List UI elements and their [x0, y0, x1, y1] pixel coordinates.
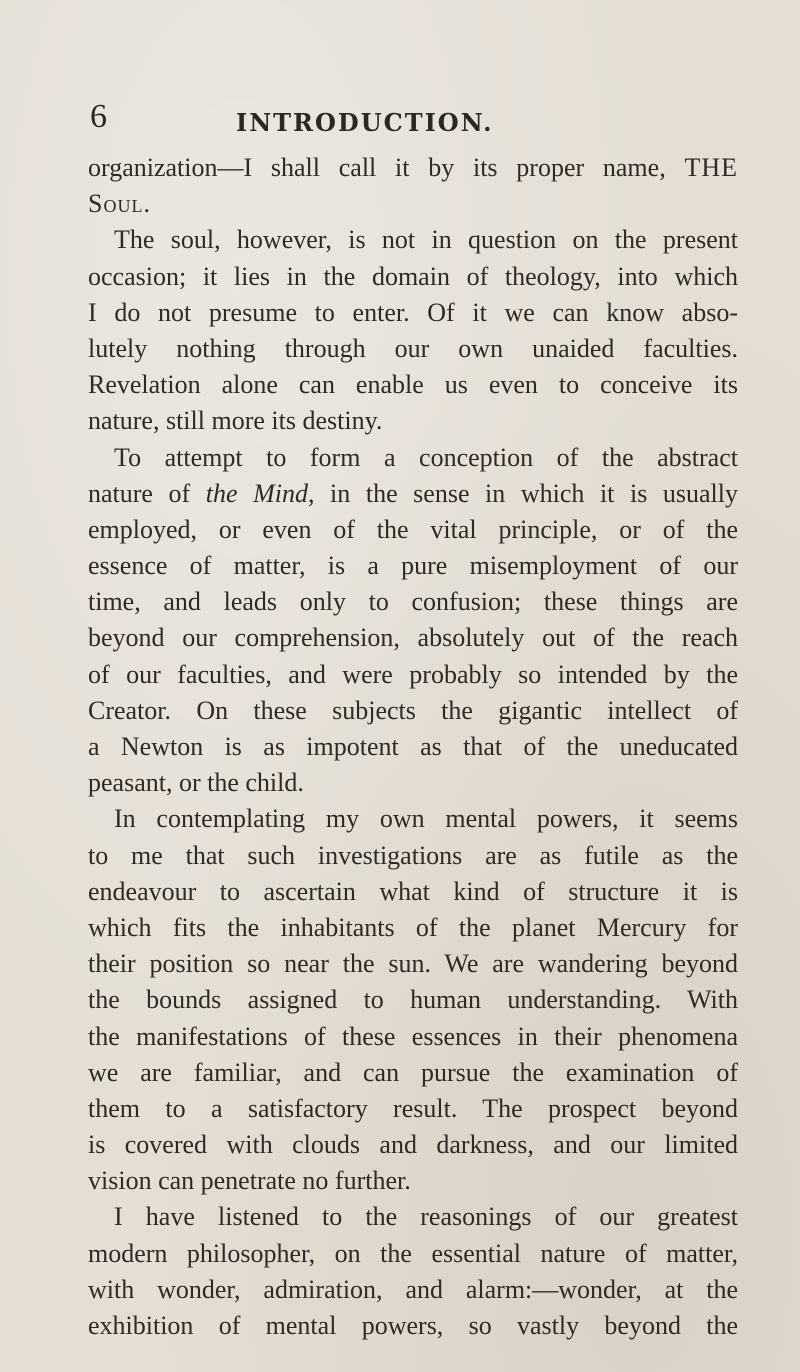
text-line: peasant, or the child. — [88, 768, 304, 798]
text-line: to me that such investigations are as futile as the — [88, 840, 738, 870]
text-line: vision can penetrate no further. — [88, 1166, 411, 1196]
text-line: Revelation alone can enable us even to conceive its — [88, 370, 738, 400]
text-line: organization—I shall call it by its proper name, THE — [88, 153, 738, 182]
text-line: the manifestations of these essences in their phenomena — [88, 1021, 738, 1051]
text-line: nature, still more its destiny. — [88, 406, 383, 436]
running-head — [90, 100, 750, 140]
page-number: 6 — [90, 98, 107, 135]
text-line: I do not presume to enter. Of it we can know abso- — [88, 297, 738, 327]
text-line: them to a satisfactory result. The prospect beyond — [88, 1093, 738, 1123]
text-line: In contemplating my own mental powers, it seems — [114, 804, 738, 834]
text-line: occasion; it lies in the domain of theology, into which — [88, 261, 738, 291]
text-line: employed, or even of the vital principle, or of the — [88, 514, 738, 544]
text-line: exhibition of mental powers, so vastly beyond the — [88, 1311, 738, 1340]
text-line: nature of the Mind, in the sense in which it is usually — [88, 478, 738, 508]
text-line: To attempt to form a conception of the abstract — [114, 442, 738, 472]
text-line: The soul, however, is not in question on the present — [114, 225, 738, 255]
text-line: the bounds assigned to human understanding. With — [88, 985, 738, 1015]
text-line: we are familiar, and can pursue the examination of — [88, 1057, 738, 1087]
running-title: INTRODUCTION. — [236, 108, 494, 137]
text-line: is covered with clouds and darkness, and our limited — [88, 1130, 738, 1160]
text-line: a Newton is as impotent as that of the uneducated — [88, 732, 738, 761]
text-line: endeavour to ascertain what kind of structure it is — [88, 876, 738, 906]
text-line: their position so near the sun. We are wandering beyond — [88, 949, 738, 979]
text-line: with wonder, admiration, and alarm:—wonder, at the — [88, 1274, 738, 1304]
text-line: essence of matter, is a pure misemployment of our — [88, 551, 738, 581]
text-line: I have listened to the reasonings of our greatest — [114, 1202, 738, 1232]
text-line: modern philosopher, on the essential nature of matter, — [88, 1238, 738, 1268]
text-line: which fits the inhabitants of the planet Mercury for — [88, 912, 738, 942]
text-line: beyond our comprehension, absolutely out of the reach — [88, 623, 738, 653]
text-line: time, and leads only to confusion; these things are — [88, 587, 738, 617]
text-line: Creator. On these subjects the gigantic intellect of — [88, 695, 738, 725]
text-line: of our faculties, and were probably so intended by the — [88, 659, 738, 689]
text-line: Soul. — [88, 189, 151, 219]
body-text — [88, 150, 738, 1344]
text-line: lutely nothing through our own unaided faculties. — [88, 333, 738, 363]
